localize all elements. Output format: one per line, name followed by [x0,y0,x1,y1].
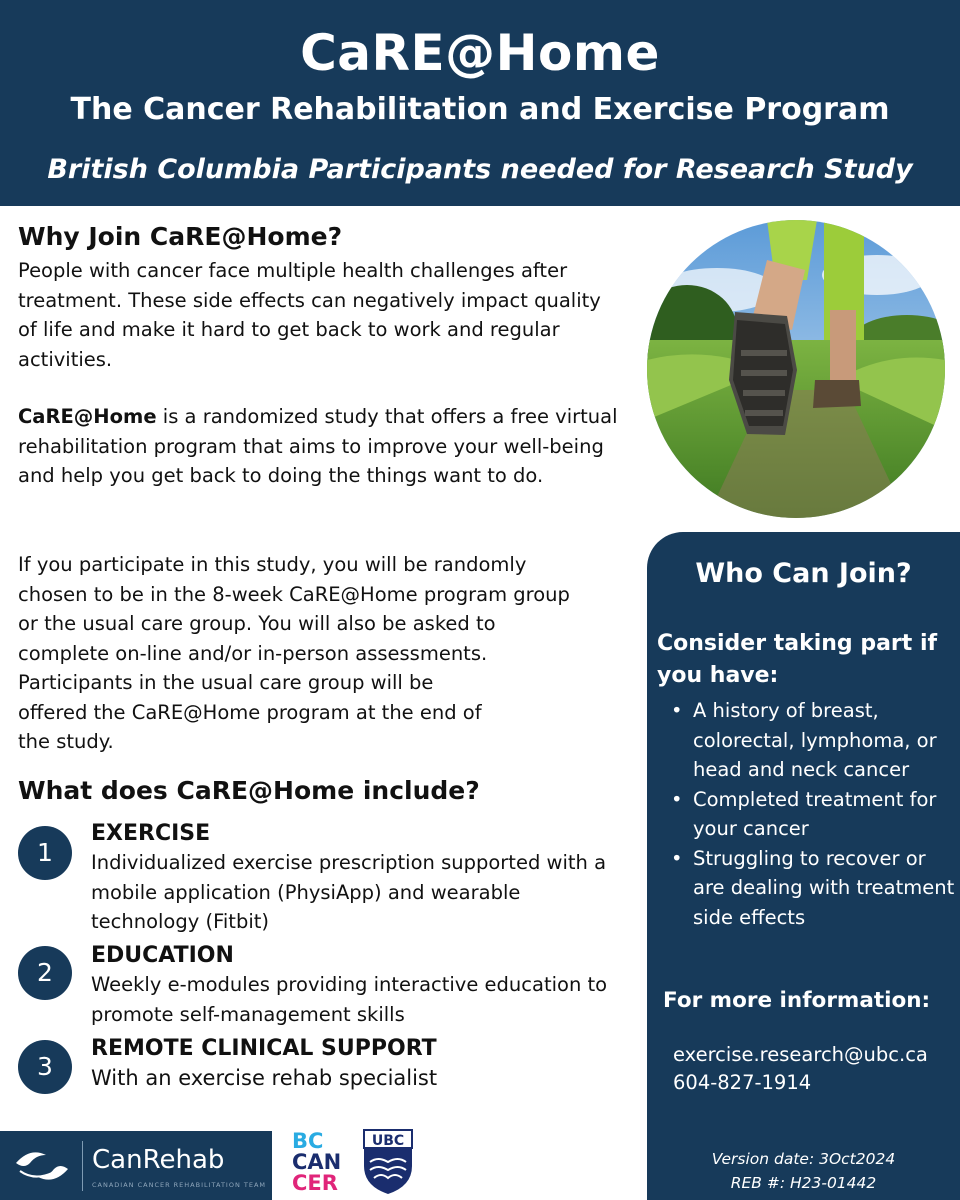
contact-email[interactable]: exercise.research@ubc.ca [673,1043,928,1066]
list-item [667,785,957,844]
canrehab-name: CanRehab [92,1145,225,1175]
why-join-heading: Why Join CaRE@Home? [18,222,343,251]
why-paragraph-2 [18,402,618,491]
header-banner [0,0,960,206]
number-badge: 2 [18,946,72,1000]
ubc-crest-logo [360,1126,416,1196]
consider-label: Consider taking part if you have: [657,631,938,688]
contact-phone[interactable]: 604-827-1914 [673,1071,812,1094]
include-item-description: With an exercise rehab specialist [91,1066,438,1090]
who-can-join-heading: Who Can Join? [695,558,912,589]
program-name-bold: CaRE@Home [18,405,157,428]
reb-number: REB #: H23-01442 [730,1174,877,1192]
ubc-text: UBC [371,1133,405,1149]
include-item-description: Individualized exercise prescription supported with a mobile application (PhysiApp) and wearable technology (Fitbit) [91,851,607,933]
canrehab-logo [0,1131,272,1200]
walking-hiker-photo [647,220,945,518]
bc-cancer-logo [292,1131,346,1194]
include-item-title: EDUCATION [91,943,234,968]
bullet-icon: • [671,846,683,870]
criterion-text: Completed treatment for your cancer [693,787,937,840]
why-paragraph-1: People with cancer face multiple health challenges after treatment. These side effects can negatively impact quality of life and make it hard to get back to work and regular activities. [18,259,601,371]
page-subtitle: The Cancer Rehabilitation and Exercise Program [70,92,890,127]
bc-cancer-line: CAN [292,1150,342,1174]
logo-divider [82,1141,83,1191]
who-can-join-panel [647,532,960,1200]
paragraph-line: chosen to be in the 8-week CaRE@Home program group [18,582,570,606]
include-item-description: Weekly e-modules providing interactive education to promote self-management skills [91,973,608,1026]
include-item-title: REMOTE CLINICAL SUPPORT [91,1036,437,1061]
bc-cancer-line: BC [292,1129,324,1153]
bullet-icon: • [671,787,683,811]
why-paragraph-2-text: is a randomized study that offers a free virtual rehabilitation program that aims to improve your well-being and help you get back to doing the things want to do. [18,405,618,487]
paragraph-line: Participants in the usual care group will be [18,671,434,694]
paragraph-line: If you participate in this study, you will be randomly [18,553,527,576]
list-item [667,844,957,933]
bullet-icon: • [671,699,683,722]
recruitment-tagline: British Columbia Participants needed for Research Study [47,154,913,185]
criterion-text: Struggling to recover or are dealing with treatment side effects [693,846,955,929]
why-paragraph-3 [18,550,618,757]
canrehab-hands-icon [12,1141,72,1191]
paragraph-line: the study. [18,730,114,753]
paragraph-line: offered the CaRE@Home program at the end of [18,700,482,724]
eligibility-list [667,696,957,932]
paragraph-line: complete on-line and/or in-person assessments. [18,641,488,665]
paragraph-line: or the usual care group. You will also be asked to [18,612,496,635]
criterion-text: A history of breast, colorectal, lymphoma, or head and neck cancer [693,699,937,781]
number-badge: 1 [18,826,72,880]
number-badge: 3 [18,1040,72,1094]
more-info-heading: For more information: [663,988,931,1013]
page-title: CaRE@Home [300,24,660,82]
canrehab-subtitle: CANADIAN CANCER REHABILITATION TEAM [92,1181,267,1189]
includes-heading: What does CaRE@Home include? [18,776,480,805]
include-item-title: EXERCISE [91,821,211,846]
version-date: Version date: 3Oct2024 [711,1150,896,1168]
list-item [667,696,957,785]
bc-cancer-line: CER [292,1171,338,1195]
